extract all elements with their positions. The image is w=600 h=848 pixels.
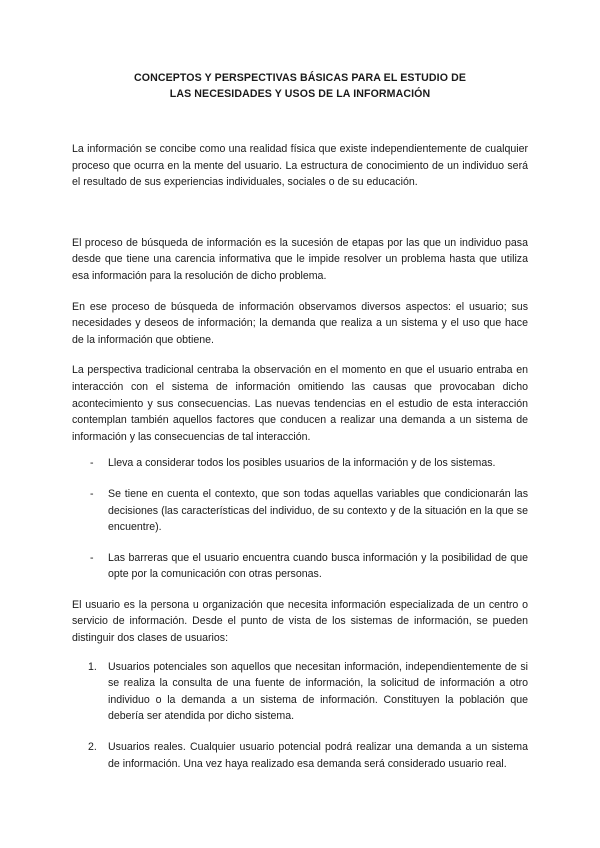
title-line-1: CONCEPTOS Y PERSPECTIVAS BÁSICAS PARA EL ESTUDIO DE [134, 72, 466, 84]
list-item-number: 2. [88, 741, 97, 754]
list-item-text: Se tiene en cuenta el contexto, que son todas aquellas variables que condicionarán las decisiones (las características del individuo, de su contexto y de la situación en la que se encuentre). [108, 487, 528, 534]
paragraph-search-aspects: En ese proceso de búsqueda de información observamos diversos aspectos: el usuario; sus necesidades y deseos de información; la demanda que realiza a un sistema y el uso que hace de la información que obtiene. [72, 300, 528, 346]
bullet-list [72, 455, 528, 583]
document-body [72, 141, 528, 786]
bullet-marker: - [90, 457, 94, 470]
list-item-text: Lleva a considerar todos los posibles usuarios de la información y de los sistemas. [108, 457, 496, 470]
list-item [72, 455, 528, 472]
document-title [72, 70, 528, 102]
numbered-list [72, 659, 528, 773]
list-item-text: Usuarios reales. Cualquier usuario potencial podrá realizar una demanda a un sistema de información. Una vez haya realizado esa demanda será considerado usuario real. [108, 741, 528, 770]
list-item [72, 486, 528, 536]
paragraph-information-concept: La información se concibe como una realidad física que existe independientemente de cualquier proceso que ocurra en la mente del usuario. La estructura de conocimiento de un individuo será el resultado de sus experiencias individuales, sociales o de su educación. [72, 143, 528, 189]
paragraph-perspectives: La perspectiva tradicional centraba la observación en el momento en que el usuario entraba en interacción con el sistema de información omitiendo las causas que provocaban dicho acontecimiento y sus consecuencias. Las nuevas tendencias en el estudio de esta interacción contemplan también aquellos factores que conducen a realizar una demanda a un sistema de información y las consecuencias de tal interacción. [72, 364, 528, 443]
list-item [72, 739, 528, 772]
list-item [72, 659, 528, 725]
list-item-text: Usuarios potenciales son aquellos que necesitan información, independientemente de si se realiza la consulta de una fuente de información, la solicitud de información a otro individuo o la demanda a un sistema de información. Constituyen la población que debería ser atendida por dicho sistema. [108, 660, 528, 723]
paragraph-user-definition: El usuario es la persona u organización que necesita información especializada de un centro o servicio de información. Desde el punto de vista de los sistemas de información, se pueden distinguir dos clases de usuarios: [72, 598, 528, 645]
list-item-number: 1. [88, 660, 97, 673]
list-item [72, 550, 528, 583]
bullet-marker: - [90, 551, 94, 564]
paragraph-search-process: El proceso de búsqueda de información es la sucesión de etapas por las que un individuo pasa desde que tiene una carencia informativa que le impide resolver un problema hasta que utiliza esa información para la resolución de dicho problema. [72, 236, 528, 282]
title-line-2: LAS NECESIDADES Y USOS DE LA INFORMACIÓN [169, 88, 431, 100]
list-item-text: Las barreras que el usuario encuentra cuando busca información y la posibilidad de que opte por la comunicación con otras personas. [108, 551, 528, 581]
bullet-marker: - [90, 487, 94, 500]
